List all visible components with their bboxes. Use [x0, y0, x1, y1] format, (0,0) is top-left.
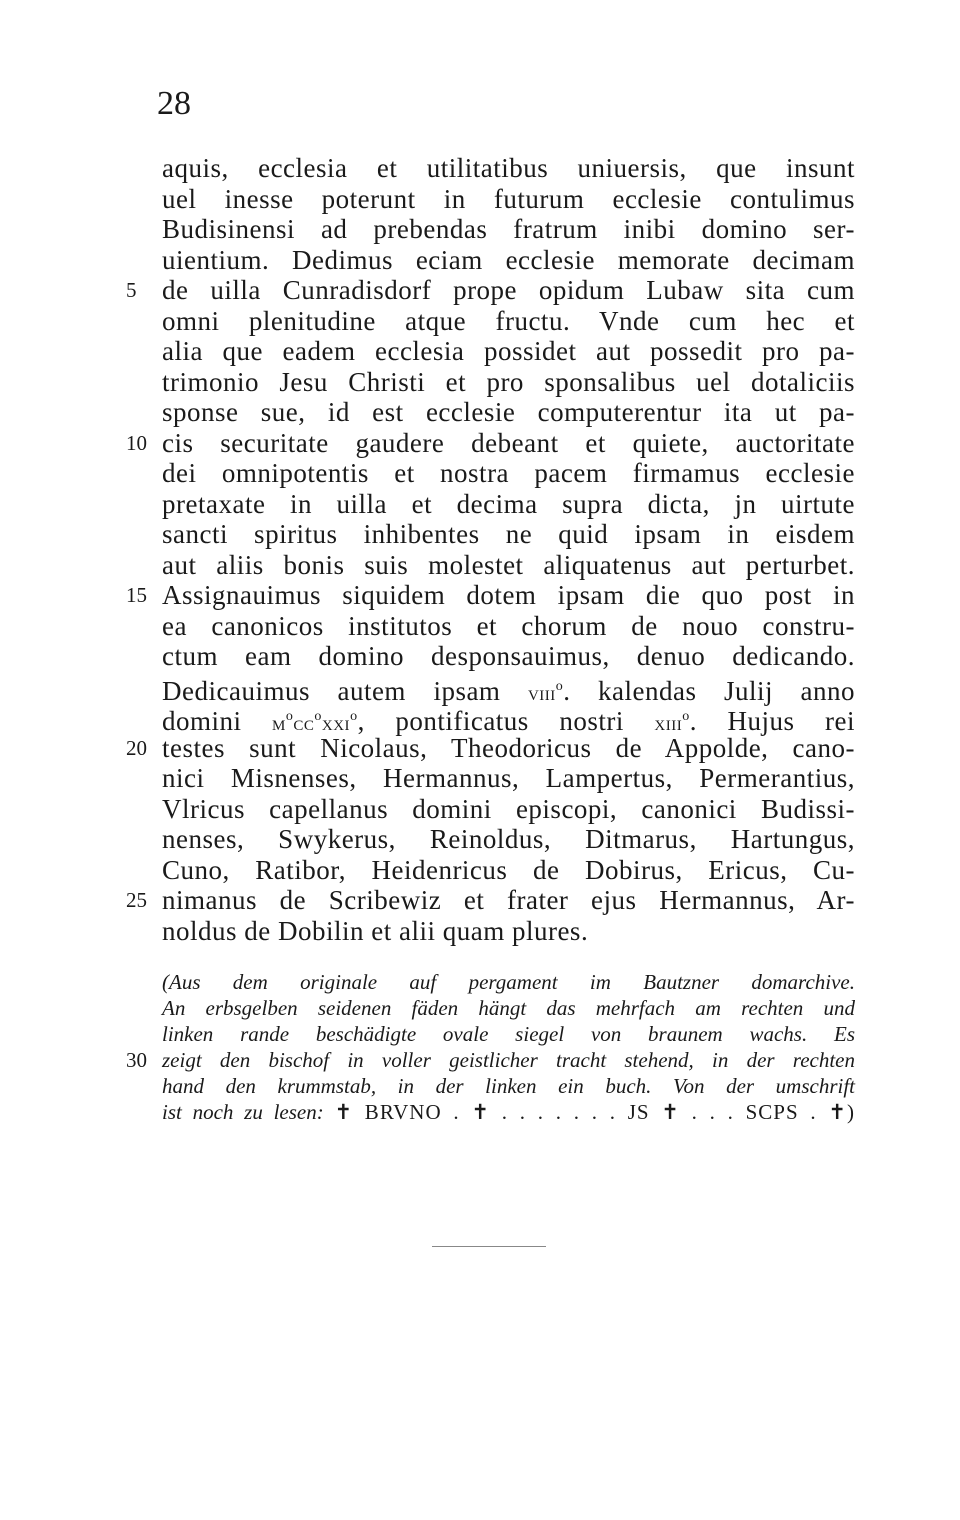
line-number: 25 [126, 888, 147, 912]
line-number: 20 [126, 735, 147, 760]
text-line: ctum eam domino desponsauimus, denuo dedicando. [162, 641, 855, 671]
text-line: 15 Assignauimus siquidem dotem ipsam die quo post in [126, 580, 855, 610]
text-line: uientium. Dedimus eciam ecclesie memorate decimam [162, 244, 855, 275]
text-line: ea canonicos institutos et chorum de nouo constru- [162, 610, 855, 641]
line-number: 5 [126, 278, 137, 302]
text-line: 20 testes sunt Nicolaus, Theodoricus de Appolde, cano- [126, 732, 855, 763]
text-line: Cuno, Ratibor, Heidenricus de Dobirus, Ericus, Cu- [162, 854, 855, 885]
text-line: 25 nimanus de Scribewiz et frater ejus Hermannus, Ar- [126, 885, 855, 915]
note-line: linken rande beschädigte ovale siegel von braunem wachs. Es [162, 1022, 855, 1046]
text-line: omni plenitudine atque fructu. Vnde cum hec et [162, 305, 855, 336]
text-line: pretaxate in uilla et decima supra dicta, jn uirtute [162, 488, 855, 519]
note-line: An erbsgelben seidenen fäden hängt das mehrfach am rechten und [162, 996, 855, 1020]
text-line: alia que eadem ecclesia possidet aut possedit pro pa- [162, 336, 855, 366]
text-line: Budisinensi ad prebendas fratrum inibi domino ser- [162, 214, 855, 244]
text-line: 10 cis securitate gaudere debeant et quiete, auctoritate [126, 427, 855, 458]
text-line: nenses, Swykerus, Reinoldus, Ditmarus, Hartungus, [162, 824, 855, 854]
note-line: ist noch zu lesen: ✝ BRVNO . ✝ . . . . . . . JS ✝ . . . SCPS . ✝) [162, 1100, 855, 1124]
note-line: hand den krummstab, in der linken ein buch. Von der umschrift [162, 1074, 855, 1098]
text-line: nici Misnenses, Hermannus, Lampertus, Permerantius, [162, 763, 855, 793]
page-number: 28 [157, 85, 191, 122]
seal-inscription: ✝ BRVNO . ✝ . . . . . . . JS ✝ . . . SCPS . ✝) [334, 1100, 855, 1124]
note-line: (Aus dem originale auf pergament im Bautzner domarchive. [162, 970, 855, 994]
text-line: uel inesse poterunt in futurum ecclesie contulimus [162, 183, 855, 214]
text-line: aquis, ecclesia et utilitatibus uniuersis, que insunt [162, 153, 855, 183]
text-line: aut aliis bonis suis molestet aliquatenus aut perturbet. [162, 549, 855, 580]
text-line: sponse sue, id est ecclesie computerentur ita ut pa- [162, 397, 855, 427]
line-number: 10 [126, 430, 147, 455]
text-line: Vlricus capellanus domini episcopi, canonici Budissi- [162, 793, 855, 824]
text-line: sancti spiritus inhibentes ne quid ipsam in eisdem [162, 519, 855, 549]
text-line: 5 de uilla Cunradisdorf prope opidum Lubaw sita cum [126, 275, 855, 305]
text-line-last: noldus de Dobilin et alii quam plures. [162, 915, 589, 946]
line-number: 30 [126, 1048, 147, 1072]
page-end-rule [432, 1246, 546, 1247]
line-number: 15 [126, 583, 147, 607]
text-line: dei omnipotentis et nostra pacem firmamus ecclesie [162, 458, 855, 488]
text-line: Dedicauimus autem ipsam viii$^o$. kalendas Julij anno [162, 675, 855, 706]
text-line: domini $m^occ^oxxi^o$, pontificatus nostri xiii$^o$. Hujus rei [162, 706, 855, 736]
note-line: 30 zeigt den bischof in voller geistlicher tracht stehend, in der rechten [126, 1048, 855, 1072]
text-line: trimonio Jesu Christi et pro sponsalibus uel dotaliciis [162, 366, 855, 397]
